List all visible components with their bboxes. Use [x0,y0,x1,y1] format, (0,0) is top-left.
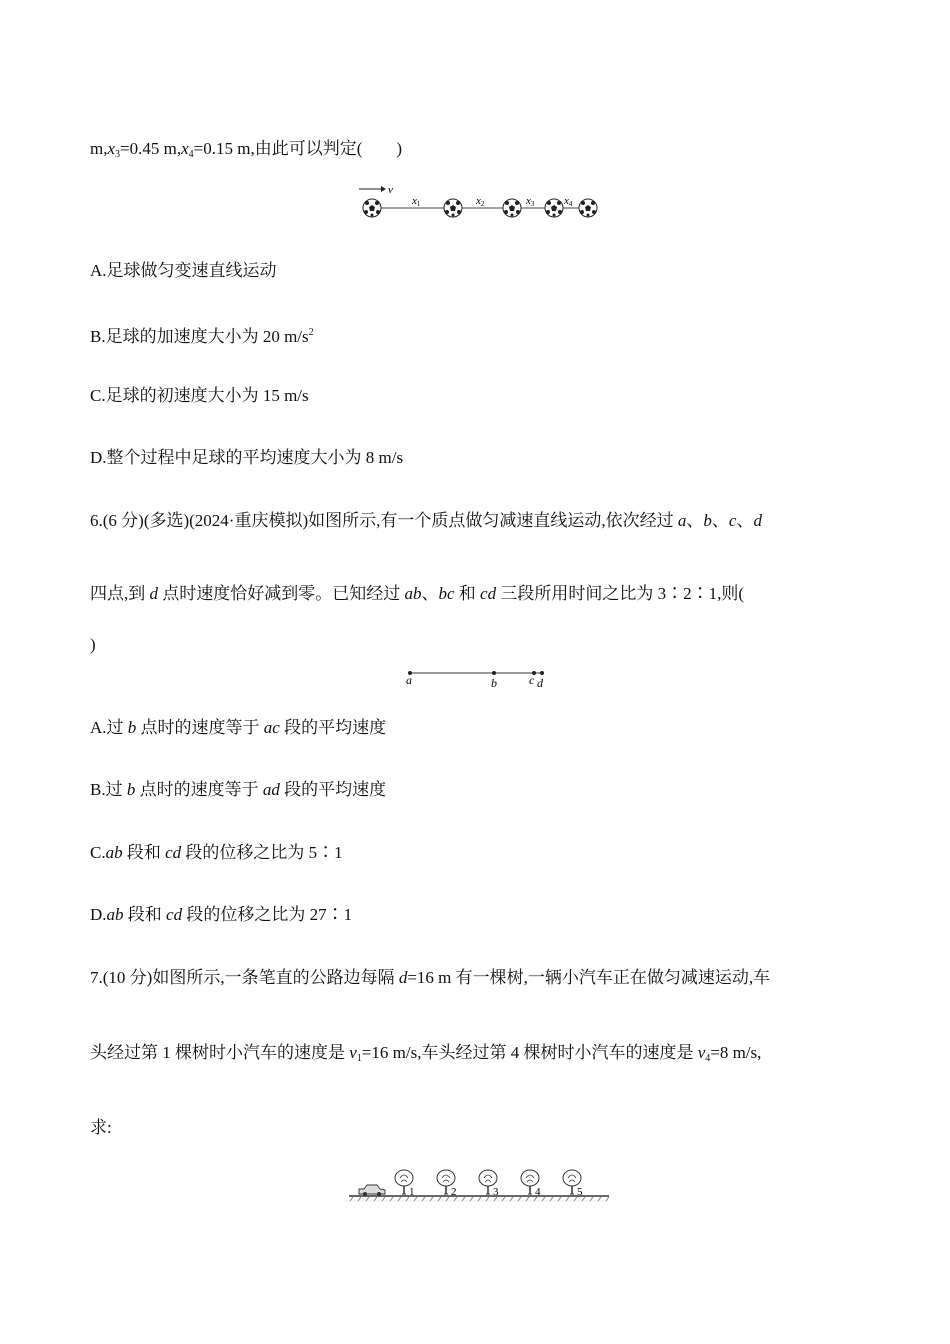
q5-option-b [90,322,314,348]
q7-stem-line2 [90,1042,761,1070]
ball-3 [503,199,521,217]
var-d: d [753,511,762,530]
point-b [492,671,496,675]
var-ad: ad [262,780,280,799]
q5-option-d: D.整个过程中足球的平均速度大小为 8 m/s [90,448,404,467]
var-d: d [398,968,408,987]
text: 头经过第 1 棵树时小汽车的速度是 [90,1043,350,1062]
text: 四点,到 [90,584,150,603]
text: =0.15 m,由此可以判定( ) [193,139,403,158]
tree-1-number: 1 [409,1186,415,1198]
x1-label: x1 [412,195,421,208]
var-cd: cd [166,905,183,924]
q6-option-d [90,904,352,926]
arrow-head [381,186,386,192]
text: 点时速度恰好减到零。已知经过 [158,584,405,603]
sub: 4 [188,149,194,160]
sub: 3 [115,149,121,160]
car-trees-figure [345,1162,615,1204]
q6-option-b [90,779,386,801]
text: C. [90,843,106,862]
text: =16 m 有一棵树,一辆小汽车正在做匀减速运动,车 [407,968,771,987]
sub: 4 [705,1053,711,1064]
sep: 、 [736,511,754,530]
q6-stem-line1 [90,510,762,532]
x3-label: x3 [526,195,535,208]
q5-option-c: C.足球的初速度大小为 15 m/s [90,386,309,405]
text: 7.(10 分)如图所示,一条笔直的公路边每隔 [90,968,399,987]
label-d: d [537,676,543,690]
tree-4-number: 4 [535,1186,541,1198]
var-cd: cd [480,584,497,603]
text: 和 [454,584,481,603]
text: m, [90,139,108,158]
var-a: a [677,511,687,530]
x2-label: x2 [476,195,485,208]
var-b: b [126,780,136,799]
q7-stem-line1 [90,967,770,989]
text: =16 m/s,车头经过第 4 棵树时小汽车的速度是 [361,1043,698,1062]
q6-stem-line2 [90,583,744,605]
q6-option-a [90,717,386,739]
var-ab: ab [106,905,124,924]
text: 段和 [123,905,167,924]
velocity-label: v [388,184,393,196]
road-hatching [350,1197,609,1201]
text: 点时的速度等于 [135,780,263,799]
q5-option-a: A.足球做匀变速直线运动 [90,261,277,280]
var-ac: ac [263,718,280,737]
sep: 、 [711,511,729,530]
sup: 2 [308,327,314,338]
sep: 、 [421,584,439,603]
ball-2 [444,199,462,217]
text: D. [90,905,107,924]
var-d: d [149,584,158,603]
var-b: b [127,718,137,737]
point-d [540,671,544,675]
sub: 1 [356,1053,362,1064]
text: B.足球的加速度大小为 20 m/s [90,327,309,346]
q5-given-line [90,138,402,166]
text: 6.(6 分)(多选)(2024·重庆模拟)如图所示,有一个质点做匀减速直线运动,依次经过 [90,511,678,530]
var-c: c [728,511,737,530]
text: 段和 [122,843,166,862]
ball-1 [363,199,381,217]
tree-5-number: 5 [577,1186,583,1198]
q6-stem-line3: ) [90,635,96,654]
var-ab: ab [404,584,422,603]
label-c: c [529,673,535,687]
var-v1: v [349,1043,357,1062]
ball-5 [579,199,597,217]
label-b: b [491,676,497,690]
q7-stem-line3: 求: [90,1118,112,1137]
var-b: b [703,511,712,530]
tree-3-number: 3 [493,1186,499,1198]
text: A.过 [90,718,128,737]
text: 点时的速度等于 [136,718,264,737]
var-cd: cd [165,843,182,862]
var-ab: ab [105,843,123,862]
text: =0.45 m, [120,139,182,158]
x4-label: x4 [564,195,573,208]
ball-4 [545,199,563,217]
text: 段的平均速度 [279,718,387,737]
var-x4: x [181,139,189,158]
text: 段的位移之比为 5∶1 [181,843,343,862]
var-v4: v [697,1043,706,1062]
text: 段的位移之比为 27∶1 [182,905,353,924]
text: 三段所用时间之比为 3∶2∶1,则( [496,584,745,603]
var-x3: x [107,139,116,158]
abcd-line-figure [400,664,555,690]
soccer-ball-figure [355,180,605,222]
sep: 、 [686,511,704,530]
tree-2-number: 2 [451,1186,457,1198]
car-icon [359,1185,385,1196]
text: B.过 [90,780,127,799]
q6-option-c [90,842,343,864]
label-a: a [406,673,412,687]
text: 段的平均速度 [279,780,387,799]
var-bc: bc [438,584,455,603]
text: =8 m/s, [710,1043,762,1062]
